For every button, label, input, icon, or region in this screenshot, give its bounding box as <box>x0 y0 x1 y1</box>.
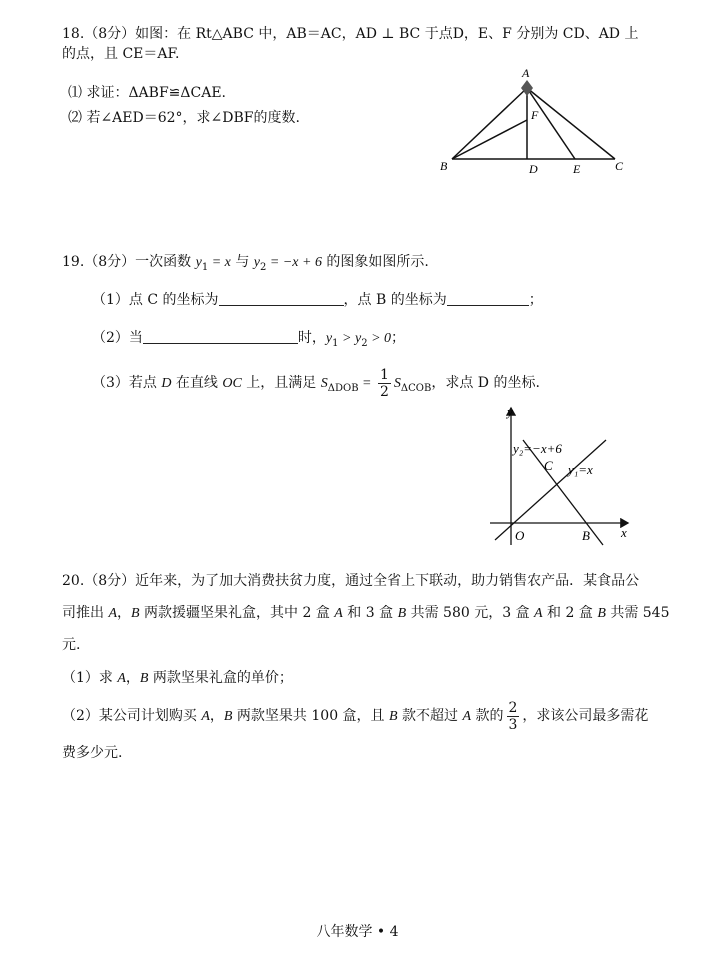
q19-part3: （3）若点 D 在直线 OC 上，且满足 $S_{\Delta DOB}$ = $\frac{1}{2}$ $S_{\Delta COB}$，求点 D 的坐标. <box>92 366 540 400</box>
fraction-half: $\frac{1}{2}$ <box>380 366 389 400</box>
q20-part2-cont: 费多少元. <box>62 745 123 761</box>
label-b: B <box>440 159 448 173</box>
point-c-label: C <box>544 458 553 473</box>
q19-part2: （2）当 时，$y_1 > y_2 > 0$； <box>92 330 406 349</box>
y-axis-label: y <box>507 404 513 419</box>
point-b-label: B <box>582 528 590 543</box>
line-y1-label: y₁=x <box>568 462 593 477</box>
q18-header: 18.（8分）如图：在 Rt△ABC 中，AB＝AC，AD ⊥ BC 于点D，E、F 分别为 CD、AD 上 <box>62 26 639 42</box>
page-footer: 八年数学 • 4 <box>316 924 399 940</box>
answer-blank-b[interactable] <box>447 291 529 306</box>
q20-line2: 司推出 A，B 两款援疆坚果礼盒，其中 2 盒 A 和 3 盒 B 共需 580 元，3 盒 A 和 2 盒 B 共需 545 <box>62 605 670 621</box>
triangle-figure <box>435 62 635 177</box>
line-y2-label: y₂=−x+6 <box>513 441 562 456</box>
q18-part2: ⑵ 若∠AED＝62°，求∠DBF的度数. <box>68 110 300 126</box>
q19-intro: 19.（8分）一次函数 $y_1 = x$ 与 $y_2 = -x + 6$ 的图象如图所示. <box>62 254 429 273</box>
q20-line1: 20.（8分）近年来，为了加大消费扶贫力度，通过全省上下联动，助力销售农产品．某食品公 <box>62 573 640 589</box>
label-d: D <box>529 162 538 176</box>
q20-part1: （1）求 A，B 两款坚果礼盒的单价； <box>62 670 293 686</box>
q20-part2: （2）某公司计划购买 A，B 两款坚果共 100 盒，且 B 款不超过 A 款的 $\frac{2}{3}$ ，求该公司最多需花 <box>62 699 649 733</box>
fraction-two-thirds: $\frac{2}{3}$ <box>508 699 518 733</box>
label-c: C <box>615 159 624 173</box>
x-axis-label: x <box>621 525 627 540</box>
answer-blank-c[interactable] <box>219 291 344 306</box>
q20-line3: 元. <box>62 637 81 653</box>
answer-blank-range[interactable] <box>143 329 298 344</box>
coordinate-graph <box>480 400 640 550</box>
q18-part1: ⑴ 求证：ΔABF≌ΔCAE. <box>68 85 227 101</box>
label-f: F <box>531 108 539 122</box>
label-a: A <box>522 66 530 80</box>
q19-part1: （1）点 C 的坐标为 ，点 B 的坐标为 ； <box>92 292 543 308</box>
origin-label: O <box>515 528 525 543</box>
q18-header-cont: 的点，且 CE＝AF. <box>62 46 180 62</box>
label-e: E <box>573 162 581 176</box>
